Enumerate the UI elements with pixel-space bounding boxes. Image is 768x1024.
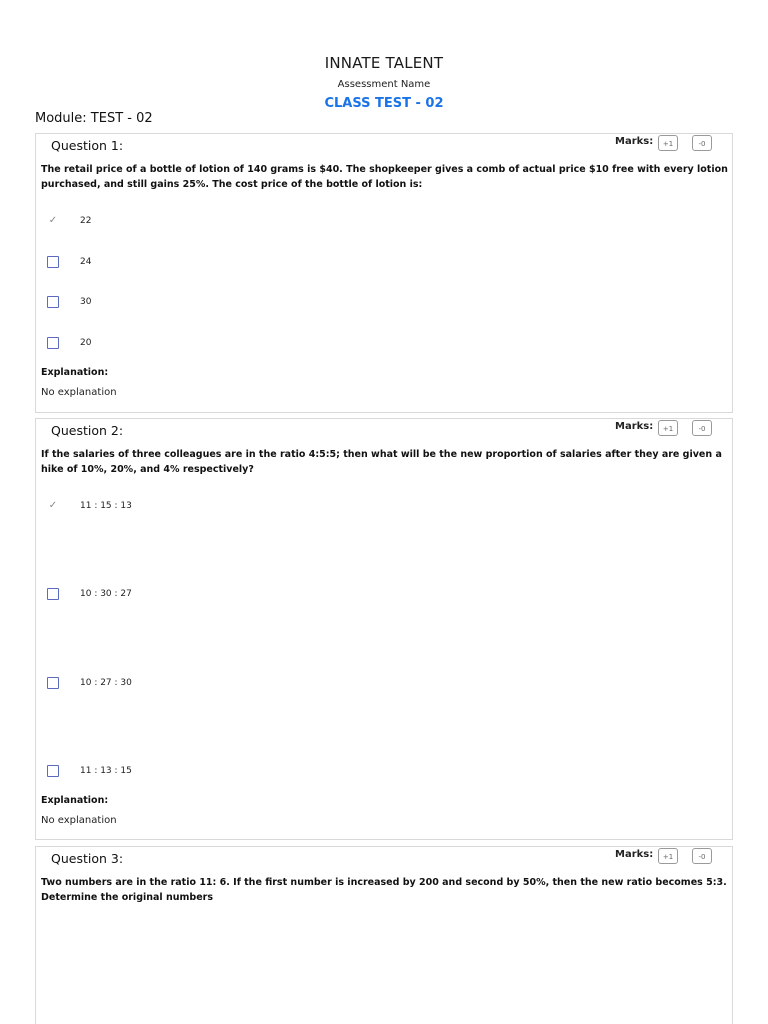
question-card-1 [35,133,733,413]
check-icon: ✓ [48,215,58,226]
option-label: 24 [80,257,92,267]
marks-negative-button[interactable]: -0 [692,420,712,436]
question-card-3 [35,846,733,1024]
explanation-text: No explanation [41,387,117,398]
question-text: Two numbers are in the ratio 11: 6. If the first number is increased by 200 and second by 50%, then the new ratio becomes 5:3. Determine the original numbers [41,877,727,903]
option-label: 20 [80,338,92,348]
checkbox-icon[interactable] [47,337,59,349]
marks-positive-button[interactable]: +1 [658,848,678,864]
checkbox-icon[interactable] [47,677,59,689]
module-line: Module: TEST - 02 [35,111,153,126]
marks-label: Marks: [615,421,654,432]
option-label: 11 : 15 : 13 [80,501,132,511]
explanation-text: No explanation [41,815,117,826]
option-label: 30 [80,297,92,307]
question-title: Question 1: [51,138,124,153]
question-text: The retail price of a bottle of lotion of 140 grams is $40. The shopkeeper gives a comb of actual price $10 free with every lotion purchased, and still gains 25%. The cost price of the bottle of lotion is: [41,164,728,190]
marks-negative-button[interactable]: -0 [692,135,712,151]
marks-negative-button[interactable]: -0 [692,848,712,864]
checkbox-icon[interactable] [47,765,59,777]
question-text: If the salaries of three colleagues are in the ratio 4:5:5; then what will be the new proportion of salaries after they are given a hike of 10%, 20%, and 4% respectively? [41,449,722,475]
question-title: Question 3: [51,851,124,866]
org-name: INNATE TALENT [324,54,444,72]
question-title: Question 2: [51,423,124,438]
option-label: 22 [80,216,92,226]
marks-label: Marks: [615,136,654,147]
option-label: 11 : 13 : 15 [80,766,132,776]
explanation-heading: Explanation: [41,795,109,806]
assessment-label: Assessment Name [337,79,431,90]
checkbox-icon[interactable] [47,256,59,268]
check-icon: ✓ [48,500,58,511]
option-label: 10 : 27 : 30 [80,678,132,688]
assessment-title: CLASS TEST - 02 [324,96,444,111]
question-card-2 [35,418,733,840]
marks-positive-button[interactable]: +1 [658,135,678,151]
option-label: 10 : 30 : 27 [80,589,132,599]
checkbox-icon[interactable] [47,588,59,600]
marks-label: Marks: [615,849,654,860]
marks-positive-button[interactable]: +1 [658,420,678,436]
checkbox-icon[interactable] [47,296,59,308]
explanation-heading: Explanation: [41,367,109,378]
